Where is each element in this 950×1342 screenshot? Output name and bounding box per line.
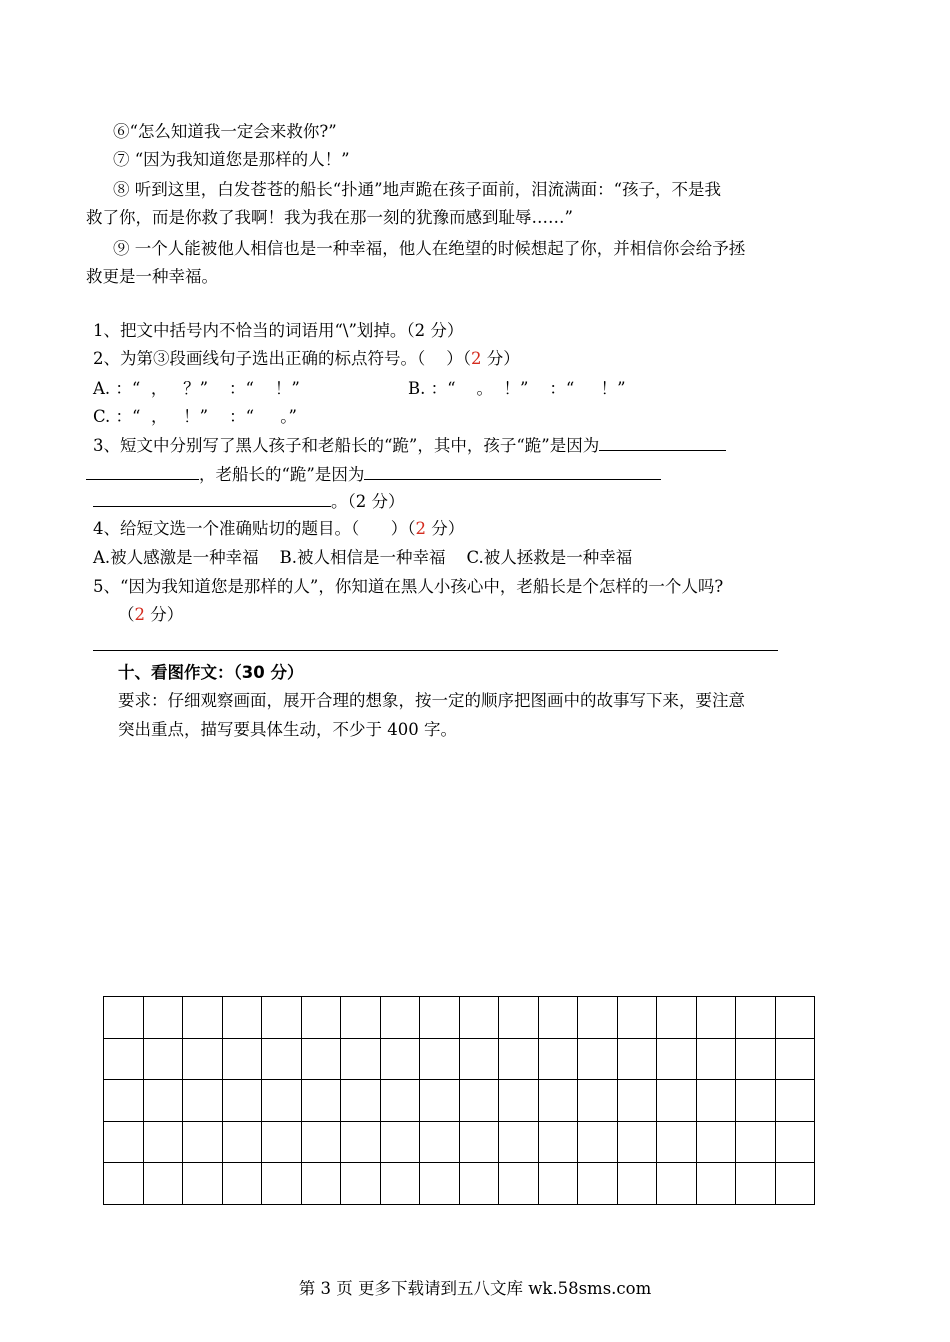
grid-cell[interactable] — [578, 1121, 618, 1163]
question-4-score: 2 — [415, 519, 426, 538]
question-3-line-3 — [93, 488, 405, 516]
grid-cell[interactable] — [380, 1121, 420, 1163]
grid-cell[interactable] — [222, 1163, 262, 1205]
writing-grid[interactable] — [103, 996, 815, 1205]
grid-cell[interactable] — [499, 1038, 539, 1080]
grid-row — [104, 1038, 815, 1080]
grid-cell[interactable] — [657, 1163, 697, 1205]
passage-paragraph-9-line-2: 救更是一种幸福。 — [86, 267, 218, 286]
grid-cell[interactable] — [301, 1080, 341, 1122]
grid-cell[interactable] — [578, 1080, 618, 1122]
grid-cell[interactable] — [459, 997, 499, 1039]
grid-cell[interactable] — [143, 1121, 183, 1163]
grid-cell[interactable] — [104, 1163, 144, 1205]
grid-cell[interactable] — [696, 1038, 736, 1080]
grid-cell[interactable] — [301, 1163, 341, 1205]
grid-cell[interactable] — [183, 1121, 223, 1163]
grid-cell[interactable] — [736, 1080, 776, 1122]
grid-cell[interactable] — [499, 1121, 539, 1163]
grid-cell[interactable] — [459, 1121, 499, 1163]
question-5-end: 分） — [145, 605, 184, 624]
grid-cell[interactable] — [143, 1038, 183, 1080]
grid-cell[interactable] — [459, 1080, 499, 1122]
grid-cell[interactable] — [617, 997, 657, 1039]
grid-cell[interactable] — [380, 1038, 420, 1080]
page-footer: 第 3 页 更多下载请到五八文库 wk.58sms.com — [298, 1279, 652, 1298]
question-3-text-2: ，老船长的“跪”是因为 — [199, 465, 365, 484]
grid-cell[interactable] — [183, 1080, 223, 1122]
grid-cell[interactable] — [341, 1121, 381, 1163]
question-4-options: A.被人感激是一种幸福 B.被人相信是一种幸福 C.被人拯救是一种幸福 — [93, 548, 633, 567]
grid-cell[interactable] — [183, 997, 223, 1039]
question-2-option-a: A. ：“ ， ？” ：“ ！” — [93, 379, 300, 398]
grid-row — [104, 1121, 815, 1163]
question-2-option-c: C. ：“ ， ！” ：“ 。” — [93, 407, 297, 426]
grid-cell[interactable] — [617, 1080, 657, 1122]
grid-row — [104, 1080, 815, 1122]
question-2-text: 2、为第③段画线句子选出正确的标点符号。（ ）（ — [93, 349, 471, 368]
question-2-option-b: B. ：“ 。 ！” ：“ ！” — [408, 379, 626, 398]
grid-row — [104, 1163, 815, 1205]
passage-paragraph-9-line-1: ⑨ 一个人能被他人相信也是一种幸福，他人在绝望的时候想起了你，并相信你会给予拯 — [113, 239, 746, 258]
question-4-end: 分） — [425, 519, 465, 538]
grid-cell[interactable] — [775, 1163, 815, 1205]
passage-paragraph-7: ⑦ “因为我知道您是那样的人！” — [113, 150, 350, 169]
grid-cell[interactable] — [301, 997, 341, 1039]
answer-blank[interactable] — [86, 461, 199, 480]
grid-cell[interactable] — [657, 1121, 697, 1163]
grid-cell[interactable] — [222, 1038, 262, 1080]
grid-cell[interactable] — [538, 1038, 578, 1080]
grid-cell[interactable] — [499, 1080, 539, 1122]
answer-line[interactable] — [93, 650, 778, 651]
grid-cell[interactable] — [222, 997, 262, 1039]
composition-requirement-line-2: 突出重点，描写要具体生动，不少于 400 字。 — [118, 720, 457, 739]
grid-cell[interactable] — [262, 1163, 302, 1205]
grid-cell[interactable] — [538, 997, 578, 1039]
answer-blank[interactable] — [364, 461, 661, 480]
grid-cell[interactable] — [143, 1080, 183, 1122]
passage-paragraph-6: ⑥“怎么知道我一定会来救你?” — [113, 122, 337, 141]
grid-cell[interactable] — [617, 1163, 657, 1205]
composition-title: 十、看图作文：（30 分） — [118, 663, 304, 682]
grid-cell[interactable] — [696, 1121, 736, 1163]
grid-cell[interactable] — [578, 1163, 618, 1205]
grid-cell[interactable] — [538, 1080, 578, 1122]
grid-cell[interactable] — [222, 1080, 262, 1122]
passage-paragraph-8-line-2: 救了你，而是你救了我啊！我为我在那一刻的犹豫而感到耻辱……” — [86, 208, 573, 227]
grid-cell[interactable] — [262, 1080, 302, 1122]
grid-cell[interactable] — [657, 1038, 697, 1080]
grid-cell[interactable] — [420, 997, 460, 1039]
question-3-text-3: 。（2 分） — [331, 492, 405, 511]
question-3-text-1: 3、短文中分别写了黑人孩子和老船长的“跪”，其中，孩子“跪”是因为 — [93, 436, 600, 455]
grid-cell[interactable] — [262, 997, 302, 1039]
answer-blank[interactable] — [93, 488, 331, 507]
grid-cell[interactable] — [104, 1080, 144, 1122]
grid-cell[interactable] — [380, 997, 420, 1039]
grid-cell[interactable] — [499, 997, 539, 1039]
question-2 — [93, 345, 520, 373]
question-1: 1、把文中括号内不恰当的词语用“\”划掉。（2 分） — [93, 321, 464, 340]
grid-cell[interactable] — [775, 1121, 815, 1163]
grid-cell[interactable] — [420, 1121, 460, 1163]
grid-cell[interactable] — [341, 1163, 381, 1205]
grid-cell[interactable] — [578, 1038, 618, 1080]
grid-cell[interactable] — [775, 1080, 815, 1122]
grid-cell[interactable] — [420, 1163, 460, 1205]
grid-cell[interactable] — [617, 1038, 657, 1080]
grid-cell[interactable] — [736, 1038, 776, 1080]
grid-cell[interactable] — [696, 997, 736, 1039]
grid-cell[interactable] — [775, 1038, 815, 1080]
grid-cell[interactable] — [380, 1163, 420, 1205]
grid-cell[interactable] — [262, 1121, 302, 1163]
question-5-score: 2 — [134, 605, 145, 624]
grid-row — [104, 997, 815, 1039]
question-3-line-2 — [86, 461, 661, 489]
grid-cell[interactable] — [341, 1080, 381, 1122]
grid-cell[interactable] — [301, 1038, 341, 1080]
grid-cell[interactable] — [104, 1121, 144, 1163]
grid-cell[interactable] — [301, 1121, 341, 1163]
grid-cell[interactable] — [420, 1038, 460, 1080]
grid-cell[interactable] — [341, 997, 381, 1039]
grid-cell[interactable] — [657, 997, 697, 1039]
grid-cell[interactable] — [459, 1163, 499, 1205]
grid-cell[interactable] — [459, 1038, 499, 1080]
passage-paragraph-8-line-1: ⑧ 听到这里，白发苍苍的船长“扑通”地声跪在孩子面前，泪流满面：“孩子，不是我 — [113, 180, 722, 199]
grid-cell[interactable] — [104, 997, 144, 1039]
grid-cell[interactable] — [736, 1163, 776, 1205]
composition-requirement-line-1: 要求：仔细观察画面，展开合理的想象，按一定的顺序把图画中的故事写下来，要注意 — [118, 691, 745, 710]
question-5-line-1: 5、“因为我知道您是那样的人”，你知道在黑人小孩心中，老船长是个怎样的一个人吗? — [93, 577, 724, 596]
grid-cell[interactable] — [775, 997, 815, 1039]
grid-cell[interactable] — [696, 1163, 736, 1205]
question-2-score: 2 — [470, 349, 482, 368]
grid-cell[interactable] — [183, 1038, 223, 1080]
answer-blank[interactable] — [599, 432, 726, 451]
grid-cell[interactable] — [617, 1121, 657, 1163]
grid-cell[interactable] — [696, 1080, 736, 1122]
question-2-end: 分） — [481, 349, 520, 368]
question-4-text: 4、给短文选一个准确贴切的题目。（ ）（ — [93, 519, 416, 538]
question-4 — [93, 515, 464, 543]
grid-cell[interactable] — [341, 1038, 381, 1080]
grid-cell[interactable] — [578, 997, 618, 1039]
grid-cell[interactable] — [222, 1121, 262, 1163]
grid-cell[interactable] — [420, 1080, 460, 1122]
grid-cell[interactable] — [262, 1038, 302, 1080]
grid-cell[interactable] — [538, 1121, 578, 1163]
grid-cell[interactable] — [143, 997, 183, 1039]
grid-cell[interactable] — [499, 1163, 539, 1205]
grid-cell[interactable] — [104, 1038, 144, 1080]
grid-cell[interactable] — [736, 997, 776, 1039]
question-3-line-1 — [93, 432, 726, 460]
grid-cell[interactable] — [380, 1080, 420, 1122]
grid-cell[interactable] — [183, 1163, 223, 1205]
question-5-line-2 — [118, 601, 183, 629]
question-5-open: （ — [118, 605, 135, 624]
grid-cell[interactable] — [657, 1080, 697, 1122]
grid-cell[interactable] — [538, 1163, 578, 1205]
grid-cell[interactable] — [736, 1121, 776, 1163]
grid-cell[interactable] — [143, 1163, 183, 1205]
